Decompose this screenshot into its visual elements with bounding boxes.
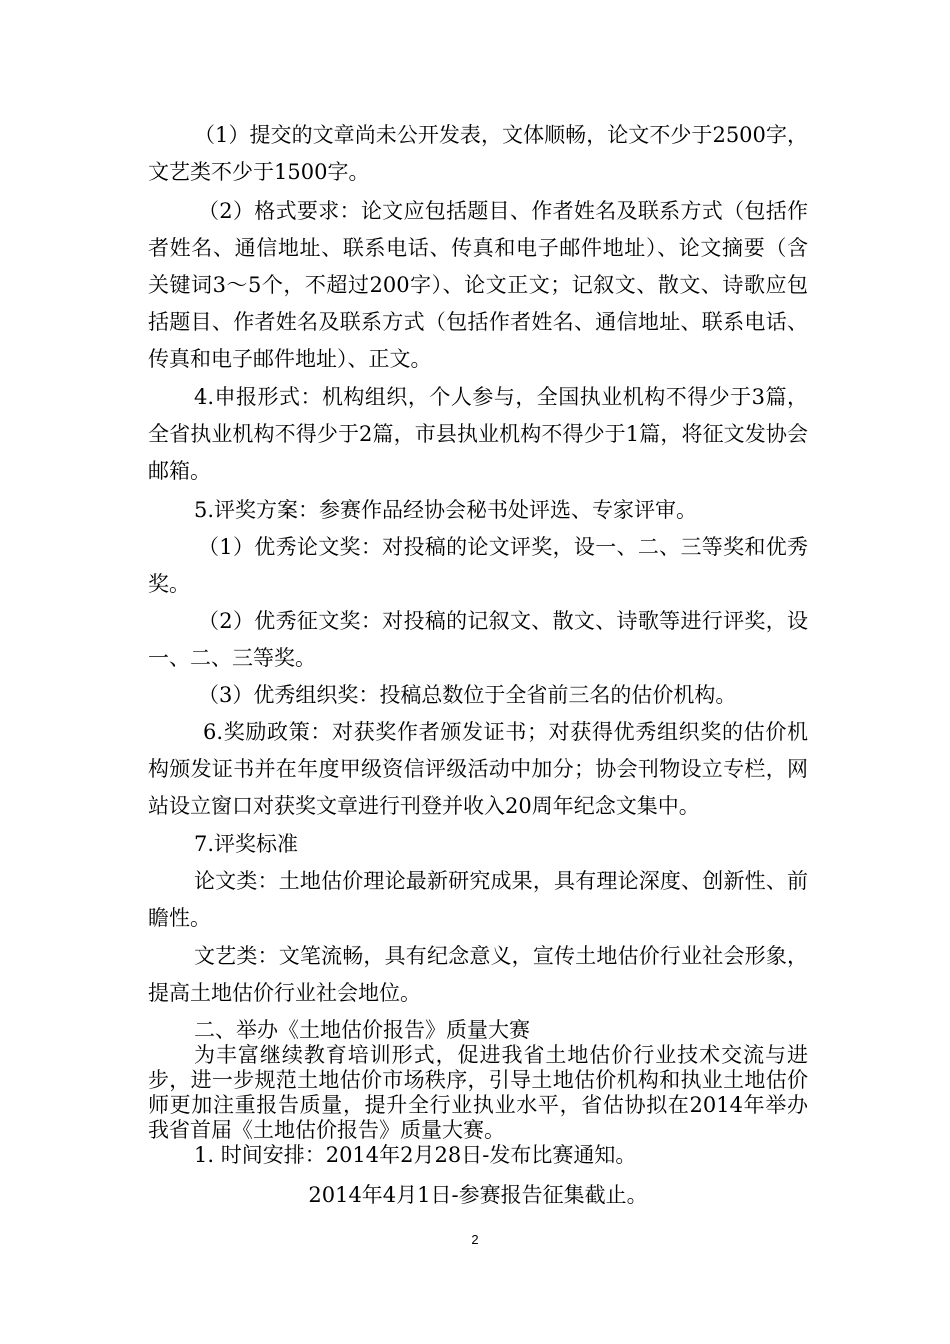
section-heading: 7.评奖标准 — [194, 832, 299, 856]
paragraph: （2）格式要求：论文应包括题目、作者姓名及联系方式（包括作者姓名、通信地址、联系电话、传真和电子邮件地址）、论文摘要（含关键词3～5个，不超过200字）、论文正文；记叙文、散文、诗歌应包括题目、作者姓名及联系方式（包括作者姓名、通信地址、联系电话、传真和电子邮件地址）、正文。 — [148, 199, 808, 371]
paragraph: 论文类：土地估价理论最新研究成果，具有理论深度、创新性、前瞻性。 — [148, 869, 808, 930]
paragraph: 6.奖励政策：对获奖作者颁发证书；对获得优秀组织奖的估价机构颁发证书并在年度甲级资信评级活动中加分；协会刊物设立专栏，网站设立窗口对获奖文章进行刊登并收入20周年纪念文集中。 — [148, 720, 808, 818]
paragraph: （1）提交的文章尚未公开发表，文体顺畅，论文不少于2500字，文艺类不少于1500字。 — [148, 123, 808, 184]
paragraph: 为丰富继续教育培训形式，促进我省土地估价行业技术交流与进步，进一步规范土地估价市场秩序，引导土地估价机构和执业土地估价师更加注重报告质量，提升全行业执业水平，省估协拟在2014年举办我省首届《土地估价报告》质量大赛。 — [148, 1043, 808, 1142]
page-number: 2 — [471, 1232, 479, 1247]
section-heading: 二、举办《土地估价报告》质量大赛 — [194, 1018, 530, 1042]
paragraph: （2）优秀征文奖：对投稿的记叙文、散文、诗歌等进行评奖，设一、二、三等奖。 — [148, 609, 808, 670]
paragraph: 2014年4月1日-参赛报告征集截止。 — [308, 1183, 648, 1207]
paragraph: 5.评奖方案：参赛作品经协会秘书处评选、专家评审。 — [194, 498, 698, 522]
paragraph: 4.申报形式：机构组织，个人参与，全国执业机构不得少于3篇，全省执业机构不得少于2篇，市县执业机构不得少于1篇，将征文发协会邮箱。 — [148, 385, 808, 483]
paragraph: （3）优秀组织奖：投稿总数位于全省前三名的估价机构。 — [198, 683, 737, 707]
paragraph: （1）优秀论文奖：对投稿的论文评奖，设一、二、三等奖和优秀奖。 — [148, 535, 808, 596]
paragraph: 1. 时间安排：2014年2月28日-发布比赛通知。 — [194, 1143, 637, 1167]
paragraph: 文艺类：文笔流畅，具有纪念意义，宣传土地估价行业社会形象，提高土地估价行业社会地位。 — [148, 944, 808, 1005]
